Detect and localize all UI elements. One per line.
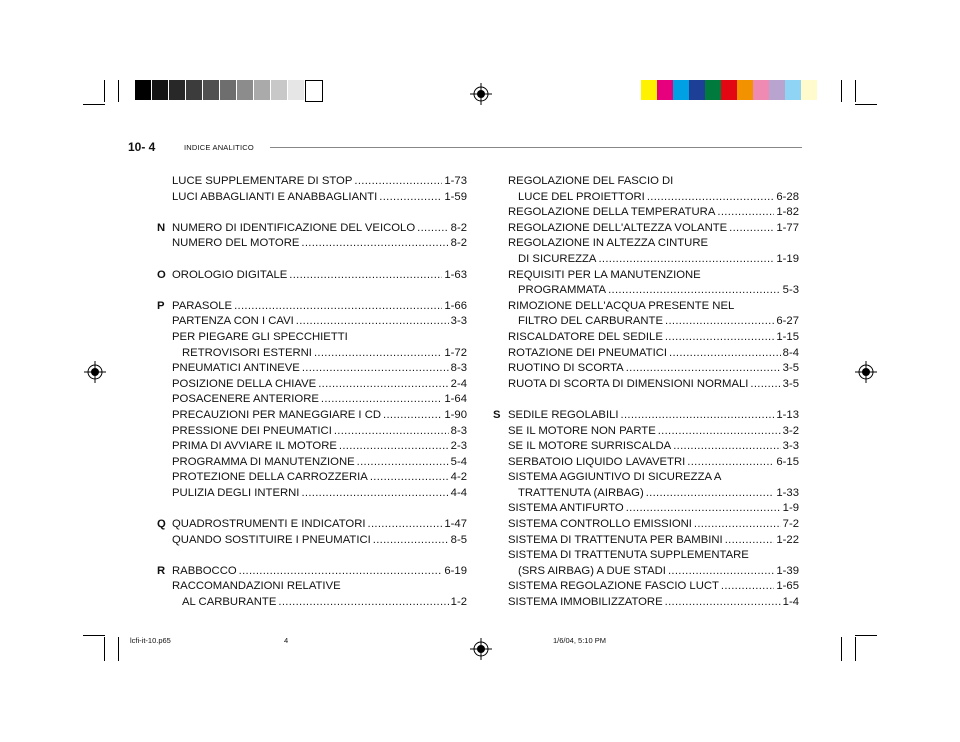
index-term: (SRS AIRBAG) A DUE STADI xyxy=(518,564,666,577)
index-page-ref: 8-3 xyxy=(450,362,467,375)
index-line xyxy=(508,236,799,252)
dot-leader xyxy=(608,283,781,299)
index-line xyxy=(508,486,799,502)
dot-leader xyxy=(301,486,448,502)
index-term: SEDILE REGOLABILI xyxy=(508,408,619,421)
index-entry xyxy=(157,221,467,237)
index-page-ref: 1-13 xyxy=(776,408,799,421)
calibration-swatch xyxy=(721,80,737,100)
index-line xyxy=(508,408,799,424)
index-entry xyxy=(157,190,467,206)
index-line xyxy=(508,548,799,564)
index-line xyxy=(508,501,799,517)
index-entry xyxy=(157,455,467,471)
dot-leader xyxy=(289,268,442,284)
index-line xyxy=(172,346,467,362)
index-page-ref: 8-3 xyxy=(450,424,467,437)
index-page-ref: 1-63 xyxy=(444,268,467,281)
dot-leader xyxy=(725,533,775,549)
index-entry xyxy=(493,470,799,501)
index-line xyxy=(172,595,467,611)
index-term: PRIMA DI AVVIARE IL MOTORE xyxy=(172,440,337,453)
index-term: PARTENZA CON I CAVI xyxy=(172,315,294,328)
crop-mark xyxy=(104,637,105,661)
index-entry xyxy=(157,268,467,284)
calibration-swatch xyxy=(237,80,253,100)
dot-leader xyxy=(598,252,774,268)
index-entry xyxy=(493,330,799,346)
index-term: RIMOZIONE DELL'ACQUA PRESENTE NEL xyxy=(508,299,735,312)
index-term: REQUISITI PER LA MANUTENZIONE xyxy=(508,268,701,281)
index-line xyxy=(508,517,799,533)
index-line xyxy=(172,236,467,252)
calibration-swatch xyxy=(801,80,817,100)
index-entry xyxy=(157,236,467,252)
index-term: SERBATOIO LIQUIDO LAVAVETRI xyxy=(508,455,686,468)
index-entry xyxy=(493,221,799,237)
index-page-ref: 1-73 xyxy=(444,175,467,187)
index-entry xyxy=(493,346,799,362)
index-line xyxy=(172,299,467,315)
crop-mark xyxy=(855,80,856,102)
index-line xyxy=(172,221,467,237)
crop-mark xyxy=(841,637,842,661)
calibration-swatch xyxy=(254,80,270,100)
index-page-ref: 3-3 xyxy=(782,440,799,453)
index-line xyxy=(508,361,799,377)
calibration-swatch xyxy=(203,80,219,100)
index-term: SISTEMA AGGIUNTIVO DI SICUREZZA A xyxy=(508,471,722,484)
dot-leader xyxy=(379,190,442,206)
index-page-ref: 1-90 xyxy=(444,408,467,421)
index-term: REGOLAZIONE DEL FASCIO DI xyxy=(508,175,674,187)
index-entry xyxy=(157,392,467,408)
index-term: PARASOLE xyxy=(172,299,233,312)
index-line xyxy=(508,299,799,315)
crop-mark xyxy=(855,635,877,636)
index-term: QUADROSTRUMENTI E INDICATORI xyxy=(172,518,366,531)
index-term: REGOLAZIONE DELL'ALTEZZA VOLANTE xyxy=(508,221,728,234)
index-term: POSIZIONE DELLA CHIAVE xyxy=(172,377,317,390)
crop-mark xyxy=(118,637,119,661)
dot-leader xyxy=(668,564,774,580)
index-term: PROGRAMMATA xyxy=(518,284,607,297)
index-page-ref: 1-47 xyxy=(444,518,467,531)
index-line xyxy=(508,268,799,284)
index-letter: S xyxy=(493,408,501,421)
crop-mark xyxy=(83,635,105,636)
index-entry xyxy=(157,361,467,377)
index-term: SISTEMA IMMOBILIZZATORE xyxy=(508,596,663,609)
dot-leader xyxy=(750,377,780,393)
index-entry xyxy=(493,361,799,377)
dot-leader xyxy=(647,190,775,206)
index-column-right xyxy=(493,174,799,611)
index-term: RETROVISORI ESTERNI xyxy=(182,346,312,359)
dot-leader xyxy=(717,205,774,221)
calibration-swatch xyxy=(305,80,323,102)
index-page-ref: 1-39 xyxy=(776,564,799,577)
index-term: DI SICUREZZA xyxy=(518,252,597,265)
index-page-ref: 8-4 xyxy=(782,346,799,359)
index-term: PULIZIA DEGLI INTERNI xyxy=(172,486,300,499)
index-line xyxy=(508,533,799,549)
index-entry xyxy=(493,408,799,424)
index-term: LUCE SUPPLEMENTARE DI STOP xyxy=(172,175,353,187)
index-line xyxy=(172,330,467,346)
index-page-ref: 1-77 xyxy=(776,221,799,234)
dot-leader xyxy=(673,439,780,455)
dot-leader xyxy=(234,299,442,315)
index-line xyxy=(508,595,799,611)
index-line xyxy=(508,564,799,580)
index-term: ROTAZIONE DEI PNEUMATICI xyxy=(508,346,667,359)
index-term: SISTEMA ANTIFURTO xyxy=(508,502,624,515)
dot-leader xyxy=(370,470,449,486)
calibration-swatch xyxy=(220,80,236,100)
index-line xyxy=(508,455,799,471)
index-entry xyxy=(493,533,799,549)
index-entry xyxy=(493,205,799,221)
crop-mark xyxy=(855,637,856,661)
index-line xyxy=(172,517,467,533)
index-page-ref: 1-66 xyxy=(444,299,467,312)
index-entry xyxy=(493,595,799,611)
index-page-ref: 1-59 xyxy=(444,190,467,203)
index-line xyxy=(172,439,467,455)
index-entry xyxy=(157,470,467,486)
calibration-swatch xyxy=(737,80,753,100)
index-entry xyxy=(493,501,799,517)
dot-leader xyxy=(321,392,442,408)
dot-leader xyxy=(646,486,775,502)
index-page-ref: 3-2 xyxy=(782,424,799,437)
calibration-swatch xyxy=(169,80,185,100)
index-entry xyxy=(157,174,467,190)
index-page-ref: 1-33 xyxy=(776,486,799,499)
dot-leader xyxy=(626,501,781,517)
index-page-ref: 4-2 xyxy=(450,471,467,484)
index-term: SISTEMA CONTROLLO EMISSIONI xyxy=(508,518,692,531)
crop-mark xyxy=(104,80,105,102)
index-term: RACCOMANDAZIONI RELATIVE xyxy=(172,580,341,593)
index-term: SE IL MOTORE SURRISCALDA xyxy=(508,440,672,453)
index-page-ref: 2-4 xyxy=(450,377,467,390)
calibration-swatch xyxy=(641,80,657,100)
calibration-swatch xyxy=(689,80,705,100)
index-entry xyxy=(157,439,467,455)
index-page-ref: 3-5 xyxy=(782,362,799,375)
page-number: 10- 4 xyxy=(128,140,156,154)
index-line xyxy=(172,579,467,595)
index-page-ref: 8-2 xyxy=(450,221,467,234)
index-term: REGOLAZIONE DELLA TEMPERATURA xyxy=(508,206,716,219)
dot-leader xyxy=(669,346,781,362)
index-line xyxy=(172,377,467,393)
dot-leader xyxy=(687,455,774,471)
dot-leader xyxy=(301,236,448,252)
index-entry xyxy=(493,455,799,471)
dot-leader xyxy=(278,595,448,611)
section-gap xyxy=(157,283,467,299)
index-page-ref: 4-4 xyxy=(450,486,467,499)
calibration-swatch xyxy=(673,80,689,100)
dot-leader xyxy=(729,221,774,237)
index-page-ref: 2-3 xyxy=(450,440,467,453)
section-gap xyxy=(157,501,467,517)
index-line xyxy=(508,424,799,440)
index-entry xyxy=(157,517,467,533)
index-page-ref: 6-15 xyxy=(776,455,799,468)
index-line xyxy=(508,314,799,330)
footer-page: 4 xyxy=(284,636,289,645)
index-page-ref: 3-3 xyxy=(450,315,467,328)
index-term: REGOLAZIONE IN ALTEZZA CINTURE xyxy=(508,237,709,250)
dot-leader xyxy=(239,564,443,580)
index-line xyxy=(172,408,467,424)
index-page-ref: 1-22 xyxy=(776,533,799,546)
dot-leader xyxy=(357,455,449,471)
dot-leader xyxy=(621,408,775,424)
index-entry xyxy=(157,533,467,549)
index-entry xyxy=(157,579,467,610)
dot-leader xyxy=(296,314,449,330)
index-term: SE IL MOTORE NON PARTE xyxy=(508,424,656,437)
crop-mark xyxy=(855,104,877,105)
section-title: INDICE ANALITICO xyxy=(184,143,254,152)
dot-leader xyxy=(339,439,449,455)
index-entry xyxy=(157,299,467,315)
dot-leader xyxy=(694,517,781,533)
index-letter: P xyxy=(157,299,165,312)
index-page-ref: 1-15 xyxy=(776,330,799,343)
index-term: AL CARBURANTE xyxy=(182,596,277,609)
index-line xyxy=(508,330,799,346)
index-page-ref: 5-3 xyxy=(782,284,799,297)
index-entry xyxy=(157,314,467,330)
calibration-swatch xyxy=(657,80,673,100)
index-entry xyxy=(493,548,799,579)
index-line xyxy=(172,268,467,284)
index-entry xyxy=(493,377,799,393)
index-term: RUOTA DI SCORTA DI DIMENSIONI NORMALI xyxy=(508,377,749,390)
index-term: PER PIEGARE GLI SPECCHIETTI xyxy=(172,330,348,343)
index-entry xyxy=(493,174,799,205)
index-line xyxy=(508,252,799,268)
index-page-ref: 6-19 xyxy=(444,564,467,577)
index-line xyxy=(172,174,467,190)
header-rule xyxy=(270,147,802,148)
dot-leader xyxy=(417,221,449,237)
registration-mark-icon xyxy=(470,638,492,660)
index-column-left xyxy=(157,174,467,611)
dot-leader xyxy=(658,424,781,440)
index-page-ref: 1-64 xyxy=(444,393,467,406)
index-line xyxy=(508,439,799,455)
index-page-ref: 1-82 xyxy=(776,206,799,219)
calibration-swatch xyxy=(785,80,801,100)
crop-mark xyxy=(118,80,119,102)
index-page-ref: 7-2 xyxy=(782,518,799,531)
index-line xyxy=(172,190,467,206)
index-term: POSACENERE ANTERIORE xyxy=(172,393,319,406)
index-entry xyxy=(157,424,467,440)
dot-leader xyxy=(314,346,442,362)
index-line xyxy=(508,377,799,393)
index-letter: N xyxy=(157,221,166,234)
dot-leader xyxy=(665,314,774,330)
index-page-ref: 8-5 xyxy=(450,533,467,546)
crop-mark xyxy=(83,104,105,105)
calibration-swatch xyxy=(186,80,202,100)
index-entry xyxy=(493,236,799,267)
dot-leader xyxy=(626,361,781,377)
dot-leader xyxy=(354,174,442,190)
index-term: NUMERO DEL MOTORE xyxy=(172,237,300,250)
index-term: RUOTINO DI SCORTA xyxy=(508,362,624,375)
dot-leader xyxy=(373,533,449,549)
dot-leader xyxy=(665,330,775,346)
index-term: TRATTENUTA (AIRBAG) xyxy=(518,486,644,499)
index-letter: R xyxy=(157,564,166,577)
index-entry xyxy=(493,424,799,440)
index-line xyxy=(508,174,799,190)
footer-timestamp: 1/6/04, 5:10 PM xyxy=(553,636,606,645)
index-entry xyxy=(493,268,799,299)
index-line xyxy=(172,424,467,440)
index-term: LUCE DEL PROIETTORI xyxy=(518,190,645,203)
calibration-swatch xyxy=(769,80,785,100)
index-line xyxy=(508,283,799,299)
index-line xyxy=(172,314,467,330)
index-line xyxy=(172,361,467,377)
index-term: PNEUMATICI ANTINEVE xyxy=(172,362,300,375)
section-gap xyxy=(157,548,467,564)
dot-leader xyxy=(368,517,443,533)
index-line xyxy=(172,455,467,471)
index-page-ref: 1-65 xyxy=(776,580,799,593)
calibration-swatch xyxy=(753,80,769,100)
index-line xyxy=(172,392,467,408)
registration-mark-icon xyxy=(855,361,877,383)
calibration-swatch xyxy=(705,80,721,100)
index-page-ref: 1-9 xyxy=(782,502,799,515)
index-entry xyxy=(493,439,799,455)
index-term: OROLOGIO DIGITALE xyxy=(172,268,288,281)
calibration-swatch xyxy=(271,80,287,100)
section-gap xyxy=(157,252,467,268)
index-page-ref: 6-28 xyxy=(776,190,799,203)
index-term: FILTRO DEL CARBURANTE xyxy=(518,315,663,328)
index-line xyxy=(172,564,467,580)
index-entry xyxy=(157,486,467,502)
index-entry xyxy=(157,564,467,580)
dot-leader xyxy=(721,579,774,595)
index-page-ref: 3-5 xyxy=(782,377,799,390)
index-page-ref: 1-4 xyxy=(782,596,799,609)
index-term: PRESSIONE DEI PNEUMATICI xyxy=(172,424,332,437)
index-entry xyxy=(157,330,467,361)
index-line xyxy=(508,190,799,206)
index-line xyxy=(508,579,799,595)
index-term: RABBOCCO xyxy=(172,564,237,577)
dot-leader xyxy=(665,595,781,611)
index-letter: O xyxy=(157,268,166,281)
index-term: PROTEZIONE DELLA CARROZZERIA xyxy=(172,471,368,484)
index-entry xyxy=(157,408,467,424)
registration-mark-icon xyxy=(84,361,106,383)
index-term: NUMERO DI IDENTIFICAZIONE DEL VEICOLO xyxy=(172,221,416,234)
dot-leader xyxy=(383,408,442,424)
index-entry xyxy=(493,579,799,595)
index-page-ref: 1-2 xyxy=(450,596,467,609)
index-line xyxy=(172,470,467,486)
index-term: LUCI ABBAGLIANTI E ANABBAGLIANTI xyxy=(172,190,378,203)
index-term: SISTEMA REGOLAZIONE FASCIO LUCT xyxy=(508,580,719,593)
index-line xyxy=(508,205,799,221)
index-term: QUANDO SOSTITUIRE I PNEUMATICI xyxy=(172,533,371,546)
index-term: RISCALDATORE DEL SEDILE xyxy=(508,330,663,343)
index-line xyxy=(508,346,799,362)
index-page-ref: 6-27 xyxy=(776,315,799,328)
index-page-ref: 8-2 xyxy=(450,237,467,250)
registration-mark-icon xyxy=(470,83,492,105)
index-page-ref: 1-72 xyxy=(444,346,467,359)
index-letter: Q xyxy=(157,518,166,531)
index-entry xyxy=(493,299,799,330)
dot-leader xyxy=(302,361,449,377)
index-line xyxy=(172,533,467,549)
calibration-swatch xyxy=(288,80,304,100)
index-line xyxy=(172,486,467,502)
section-gap xyxy=(493,392,799,408)
footer-file-name: lcfi-it-10.p65 xyxy=(130,636,171,645)
section-gap xyxy=(157,205,467,221)
index-page-ref: 1-19 xyxy=(776,252,799,265)
index-line xyxy=(508,470,799,486)
dot-leader xyxy=(318,377,448,393)
crop-mark xyxy=(841,80,842,102)
index-entry xyxy=(157,377,467,393)
index-entry xyxy=(493,517,799,533)
index-term: PRECAUZIONI PER MANEGGIARE I CD xyxy=(172,408,382,421)
index-line xyxy=(508,221,799,237)
calibration-swatch xyxy=(135,80,151,100)
dot-leader xyxy=(334,424,449,440)
calibration-swatch xyxy=(152,80,168,100)
index-term: SISTEMA DI TRATTENUTA PER BAMBINI xyxy=(508,533,723,546)
index-term: SISTEMA DI TRATTENUTA SUPPLEMENTARE xyxy=(508,549,749,562)
index-page-ref: 5-4 xyxy=(450,455,467,468)
index-term: PROGRAMMA DI MANUTENZIONE xyxy=(172,455,355,468)
